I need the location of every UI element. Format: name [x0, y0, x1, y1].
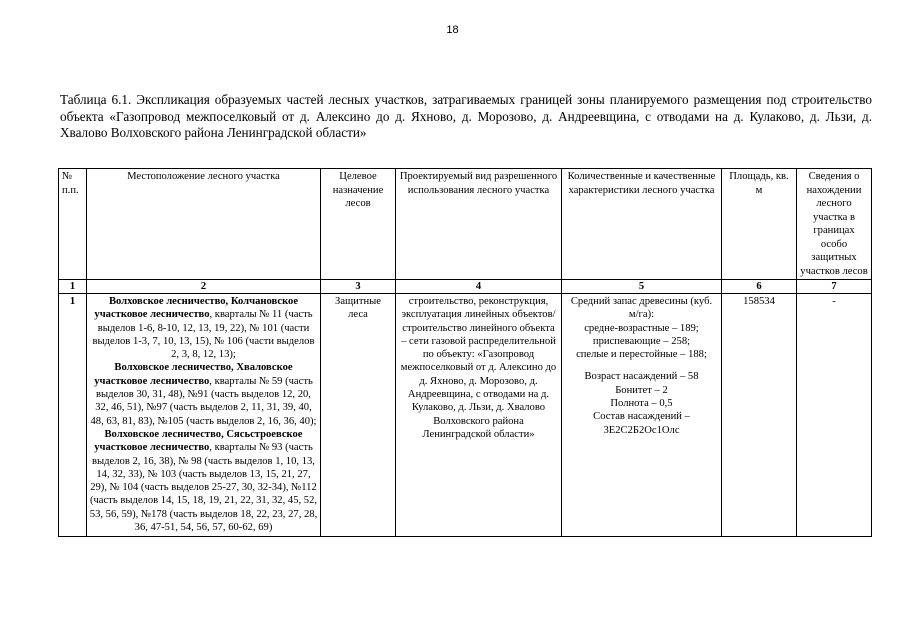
forestry-title: Волховское лесничество, Хваловское участковое лесничество: [94, 362, 293, 387]
column-numbers-row: [59, 280, 872, 294]
header-protected: Сведения о нахождении лесного участка в границах особо защитных участков лесов: [797, 169, 872, 280]
table-row: [59, 294, 872, 537]
column-number: 2: [87, 280, 321, 294]
column-number: 1: [59, 280, 87, 294]
stock-title: Средний запас древесины (куб. м/га):: [570, 296, 713, 321]
area-cell: 158534: [722, 294, 797, 537]
composition: 3Е2С2Б2Ос1Олс: [603, 424, 680, 436]
row-number: 1: [59, 294, 87, 537]
forest-plots-table: [58, 168, 872, 537]
stock-mature: спелые и перестойные – 188;: [576, 349, 707, 361]
location-cell: [87, 294, 321, 537]
forestry-title: Волховское лесничество, Колчановское участковое лесничество: [94, 296, 299, 321]
header-location: Местоположение лесного участка: [87, 169, 321, 280]
fullness: Полнота – 0,5: [610, 398, 673, 410]
characteristics-cell: [562, 294, 722, 537]
header-row: [59, 169, 872, 280]
page-number: 18: [446, 24, 459, 36]
column-number: 3: [321, 280, 396, 294]
forestry-title: Волховское лесничество, Сясьстроевское участковое лесничество: [94, 428, 303, 454]
forestry-quarters: , кварталы № 93 (часть выделов 2, 16, 38), № 98 (часть выделов 1, 10, 13, 14, 32, 33), № 103 (часть выделов 13, 15, 21, 27, 29), № 104 (часть выделов 25-27, 30, 32-34), №112 (часть выделов 14, 15, 18, 19, 21, 22, 31, 32, 45, 52, 53, 56, 59), №178 (часть выделов 18, 22, 23, 27, 28, 36, 47-51, 54, 56, 57, 60-62, 69): [89, 442, 318, 534]
stand-age: Возраст насаждений – 58: [584, 371, 699, 383]
header-area: Площадь, кв. м: [722, 169, 797, 280]
protected-cell: -: [797, 294, 872, 537]
forestry-quarters: , кварталы № 59 (часть выделов 30, 31, 48), №91 (часть выделов 12, 20, 32, 46, 51), №97 (часть выделов 2, 11, 31, 39, 40, 48, 63, 81, 83), №105 (часть выделов 2, 16, 36, 40);: [90, 375, 317, 427]
usage-cell: строительство, реконструкция, эксплуатация линейных объектов/ строительство линейного объекта – сети газовой распределительной по объекту: «Газопровод межпоселковый от д. Алексино до д. Яхново, д. Морозово, д. Андреевщина, с отводами на д. Кулаково, д. Льзи, д. Хвалово Волховского района Ленинградской области»: [396, 294, 562, 537]
bonitet: Бонитет – 2: [615, 384, 668, 396]
composition-title: Состав насаждений –: [593, 411, 690, 423]
column-number: 4: [396, 280, 562, 294]
forestry-quarters: , кварталы № 11 (часть выделов 1-6, 8-10, 12, 13, 19, 22), № 101 (части выделов 1-3, 7, 10, 13, 15), № 106 (части выделов 2, 3, 8, 12, 13);: [92, 309, 315, 361]
column-number: 5: [562, 280, 722, 294]
column-number: 7: [797, 280, 872, 294]
table-caption: Таблица 6.1. Экспликация образуемых частей лесных участков, затрагиваемых границей зоны планируемого размещения под строительство объекта «Газопровод межпоселковый от д. Алексино до д. Яхново, д. Морозово, д. Андреевщина, с отводами на д. Кулаково, д. Льзи, д. Хвалово Волховского района Ленинградской области»: [60, 92, 872, 140]
column-number: 6: [722, 280, 797, 294]
header-purpose: Целевое назначение лесов: [321, 169, 396, 280]
purpose-cell: Защитные леса: [321, 294, 396, 537]
stock-ripening: приспевающие – 258;: [592, 335, 691, 347]
header-characteristics: Количественные и качественные характеристики лесного участка: [562, 169, 722, 280]
header-number: № п.п.: [59, 169, 87, 280]
header-usage: Проектируемый вид разрешенного использования лесного участка: [396, 169, 562, 280]
stock-mid-age: средне-возрастные – 189;: [584, 322, 699, 334]
